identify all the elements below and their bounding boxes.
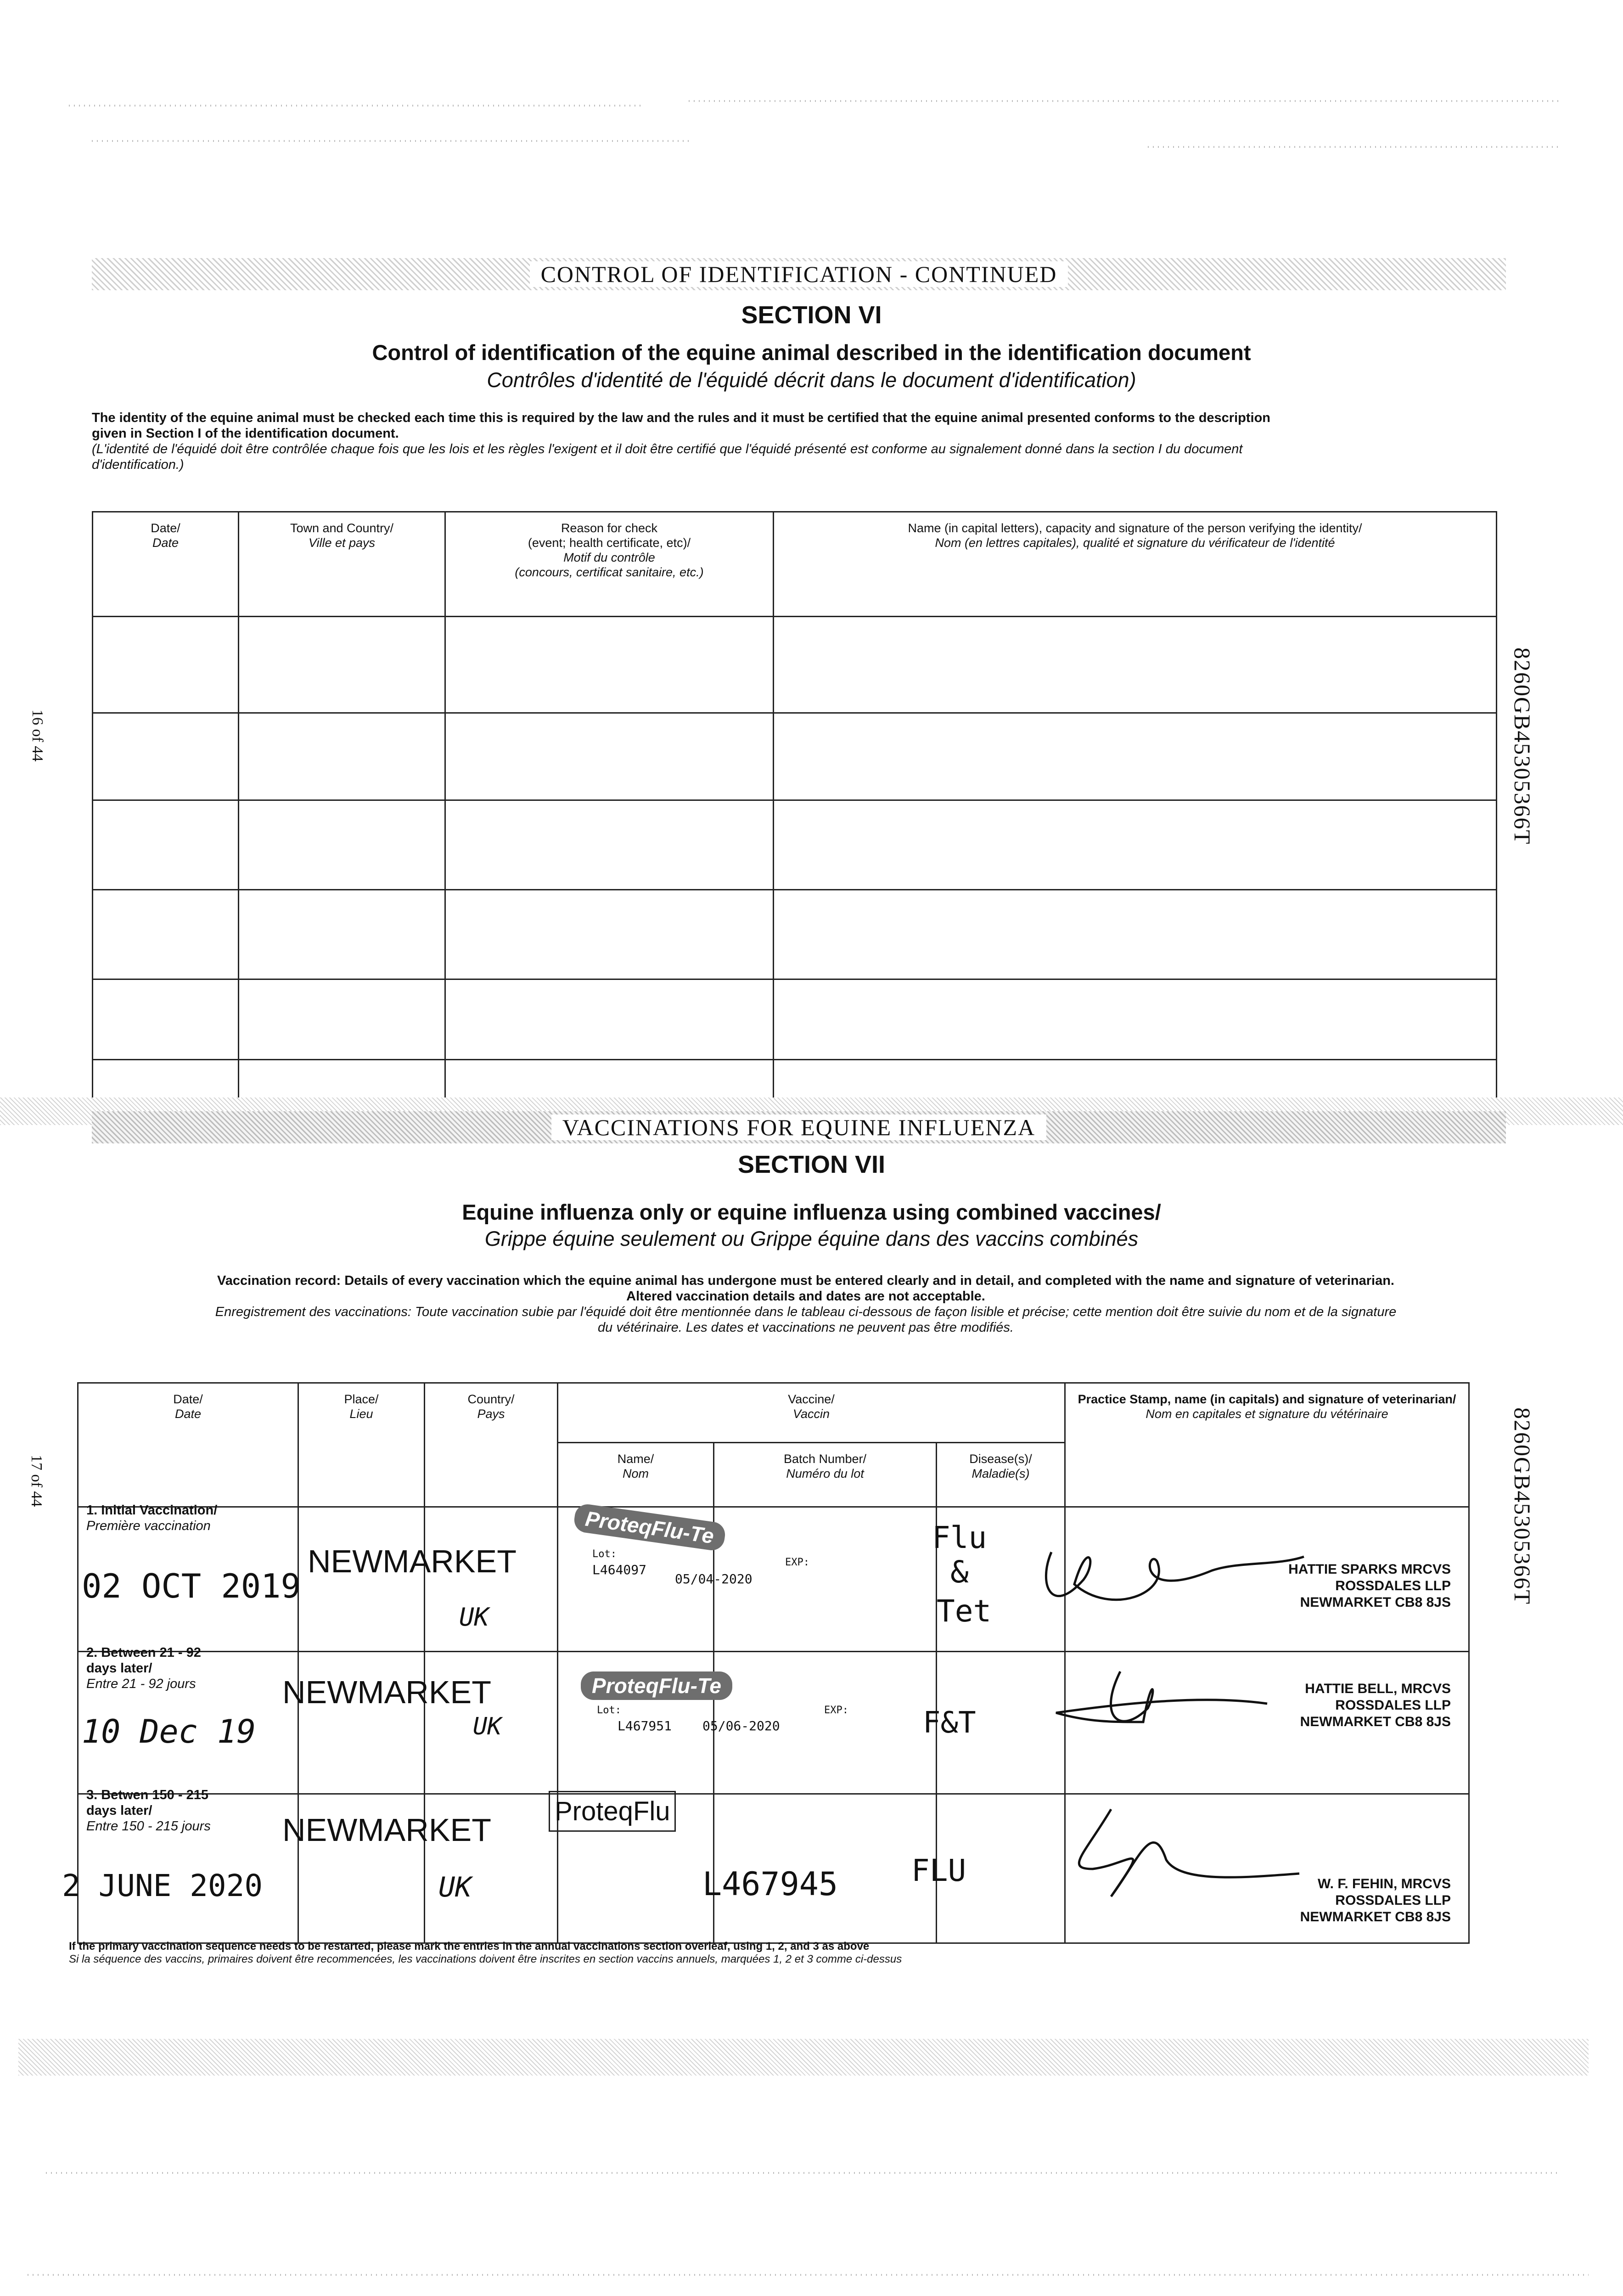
cell[interactable] (298, 1652, 425, 1794)
table-row (93, 617, 1497, 713)
row1-label (86, 1503, 217, 1534)
row3-label (86, 1787, 211, 1834)
row1-lot-label: Lot: (592, 1548, 617, 1560)
col-date: Date/ Date (93, 512, 239, 617)
stamp-line: HATTIE BELL, MRCVS (1305, 1681, 1451, 1696)
row1-place: NEWMARKET (308, 1543, 517, 1579)
scan-noise-line (1148, 146, 1561, 148)
instruction-en-line2: given in Section I of the identification document. (92, 426, 399, 441)
row3-disease: FLU (911, 1853, 966, 1888)
cell[interactable] (93, 713, 239, 800)
row2-country: UK (473, 1713, 502, 1740)
section6-banner: CONTROL OF IDENTIFICATION - CONTINUED (92, 258, 1506, 290)
section6-heading-fr: Contrôles d'identité de l'équidé décrit dans le document d'identification) (487, 368, 1136, 392)
cell[interactable] (239, 979, 445, 1060)
scan-noise-line (28, 2274, 1589, 2276)
col-town-country: Town and Country/ Ville et pays (239, 512, 445, 617)
identity-check-table (92, 511, 1497, 1109)
scan-noise-line (92, 140, 689, 142)
col-vaccine: Vaccine/ Vaccin (558, 1383, 1065, 1443)
cell[interactable] (445, 800, 774, 890)
row1-exp-label: EXP: (785, 1557, 809, 1568)
row2-disease: F&T (923, 1706, 976, 1740)
instruction-fr-line2: d'identification.) (92, 457, 184, 472)
table-row (93, 713, 1497, 800)
col-disease: Disease(s)/ Maladie(s) (937, 1443, 1065, 1507)
scan-noise-line (46, 2172, 1561, 2174)
cell[interactable] (774, 800, 1497, 890)
cell[interactable] (239, 890, 445, 979)
table-row (93, 800, 1497, 890)
row2-exp-label: EXP: (824, 1705, 848, 1716)
section6-heading-en: Control of identification of the equine animal described in the identification document (372, 340, 1251, 365)
stamp-line: NEWMARKET CB8 8JS (1300, 1595, 1451, 1610)
row3-place: NEWMARKET (282, 1812, 491, 1848)
col-vaccine-name: Name/ Nom (558, 1443, 714, 1507)
cell[interactable] (774, 617, 1497, 713)
row2-practice-stamp (1175, 1681, 1451, 1730)
stamp-line: NEWMARKET CB8 8JS (1300, 1909, 1451, 1925)
row3-batch: L467945 (702, 1865, 838, 1903)
section7-heading-fr: Grippe équine seulement ou Grippe équine dans des vaccins combinés (484, 1227, 1139, 1250)
row2-exp: 05/06-2020 (702, 1718, 780, 1733)
row-label-en-2: days later/ (86, 1661, 152, 1676)
row-label-en: 1. Initial Vaccination/ (86, 1503, 218, 1518)
stamp-line: W. F. FEHIN, MRCVS (1317, 1876, 1451, 1891)
side-code-bottom: 8260GB45305366T (1510, 1407, 1535, 1605)
page-number-17: 17 of 44 (28, 1455, 45, 1507)
row1-disease-1: Flu (932, 1520, 987, 1555)
section7-heading-en: Equine influenza only or equine influenza using combined vaccines/ (462, 1200, 1161, 1224)
row3-practice-stamp (1175, 1876, 1451, 1925)
cell[interactable] (445, 713, 774, 800)
section7-banner: VACCINATIONS FOR EQUINE INFLUENZA (92, 1111, 1506, 1143)
stamp-line: ROSSDALES LLP (1335, 1698, 1451, 1713)
row3-date: 2 JUNE 2020 (62, 1868, 263, 1903)
cell[interactable] (93, 979, 239, 1060)
row-label-en: 3. Betwen 150 - 215 (86, 1788, 208, 1802)
instruction-en-line1: The identity of the equine animal must be checked each time this is required by the law and the rules and it must be certified that the equine animal presented conforms to the description (92, 411, 1271, 425)
row1-disease-2: & (950, 1554, 969, 1590)
section7-footnote (69, 1940, 1492, 1966)
row1-vaccine-logo: ProteqFlu-Te (573, 1503, 726, 1552)
cell[interactable] (93, 617, 239, 713)
instruction-en-line1: Vaccination record: Details of every vaccination which the equine animal has undergone must be entered clearly and in detail, and completed with the name and signature of veterinarian. (217, 1273, 1394, 1288)
instruction-fr-line1: Enregistrement des vaccinations: Toute vaccination subie par l'équidé doit être mentionnée dans le tableau ci-dessous de façon lisible et précise; cette mention doit être suivie du nom et de la signature (215, 1305, 1397, 1319)
row-label-fr: Entre 21 - 92 jours (86, 1677, 196, 1691)
page-number-16: 16 of 44 (29, 709, 46, 762)
row2-lot-label: Lot: (597, 1705, 621, 1716)
side-code-top: 8260GB45305366T (1510, 647, 1535, 845)
row2-vaccine-logo: ProteqFlu-Te (581, 1671, 732, 1700)
cell[interactable] (93, 800, 239, 890)
instruction-fr-line1: (L'identité de l'équidé doit être contrôlée chaque fois que les lois et les règles l'exigent et il doit être certifié que l'équidé présenté est conforme au signalement donné dans la section I du document (92, 442, 1243, 456)
cell[interactable] (239, 800, 445, 890)
stamp-line: ROSSDALES LLP (1335, 1578, 1451, 1593)
table-row (93, 890, 1497, 979)
row3-vaccine-name: ProteqFlu (549, 1791, 676, 1832)
instruction-fr-line2: du vétérinaire. Les dates et vaccinations ne peuvent pas être modifiés. (598, 1320, 1014, 1335)
section6-instructions (92, 410, 1515, 473)
row1-date: 02 OCT 2019 (82, 1567, 301, 1605)
col-batch-number: Batch Number/ Numéro du lot (714, 1443, 937, 1507)
row1-practice-stamp (1175, 1561, 1451, 1611)
row1-exp: 05/04-2020 (675, 1571, 753, 1587)
cell[interactable] (239, 713, 445, 800)
cell[interactable] (774, 713, 1497, 800)
row2-label (86, 1645, 201, 1692)
section7-title: SECTION VII (737, 1151, 886, 1178)
instruction-en-line2: Altered vaccination details and dates are not acceptable. (626, 1289, 985, 1304)
table-row (93, 979, 1497, 1060)
row1-country: UK (459, 1603, 489, 1632)
row2-lot: L467951 (618, 1718, 672, 1733)
cell[interactable] (445, 979, 774, 1060)
row1-lot: L464097 (592, 1562, 647, 1577)
footnote-fr: Si la séquence des vaccins, primaires doivent être recommencées, les vaccinations doivent être inscrites en section vaccins annuels, marquées 1, 2 et 3 comme ci-dessus (69, 1953, 902, 1965)
col-date: Date/ Date (78, 1383, 298, 1507)
section7-instructions (87, 1273, 1524, 1335)
cell[interactable] (774, 890, 1497, 979)
col-verifier-name: Name (in capital letters), capacity and signature of the person verifying the identity/ Nom (en lettres capitales), qualité et signature du vérificateur de l'identité (774, 512, 1497, 617)
cell[interactable] (93, 890, 239, 979)
cell[interactable] (445, 890, 774, 979)
col-place: Place/ Lieu (298, 1383, 425, 1507)
row2-place: NEWMARKET (282, 1674, 491, 1710)
col-country: Country/ Pays (425, 1383, 558, 1507)
cell[interactable] (239, 617, 445, 713)
row1-disease-3: Tet (937, 1593, 992, 1629)
cell[interactable] (774, 979, 1497, 1060)
row3-country: UK (438, 1871, 472, 1903)
col-practice-stamp: Practice Stamp, name (in capitals) and signature of veterinarian/ Nom en capitales et signature du vétérinaire (1065, 1383, 1469, 1507)
table-header-row (93, 512, 1497, 617)
scan-bottom-edge (18, 2039, 1589, 2076)
cell[interactable] (445, 617, 774, 713)
row-label-en-2: days later/ (86, 1803, 152, 1818)
scan-noise-line (689, 100, 1561, 102)
row-label-fr: Première vaccination (86, 1519, 211, 1533)
table-header-row (78, 1383, 1469, 1443)
row-label-fr: Entre 150 - 215 jours (86, 1819, 211, 1834)
stamp-line: ROSSDALES LLP (1335, 1893, 1451, 1908)
row2-date: 10 Dec 19 (82, 1713, 256, 1750)
section6-title: SECTION VI (741, 301, 882, 329)
stamp-line: HATTIE SPARKS MRCVS (1288, 1562, 1451, 1577)
footnote-en: If the primary vaccination sequence needs to be restarted, please mark the entries in the annual vaccinations section overleaf, using 1, 2, and 3 as above (69, 1940, 870, 1953)
stamp-line: NEWMARKET CB8 8JS (1300, 1714, 1451, 1729)
col-reason: Reason for check (event; health certificate, etc)/ Motif du contrôle (concours, certificat sanitaire, etc.) (445, 512, 774, 617)
row-label-en: 2. Between 21 - 92 (86, 1645, 201, 1660)
scan-noise-line (69, 105, 643, 107)
